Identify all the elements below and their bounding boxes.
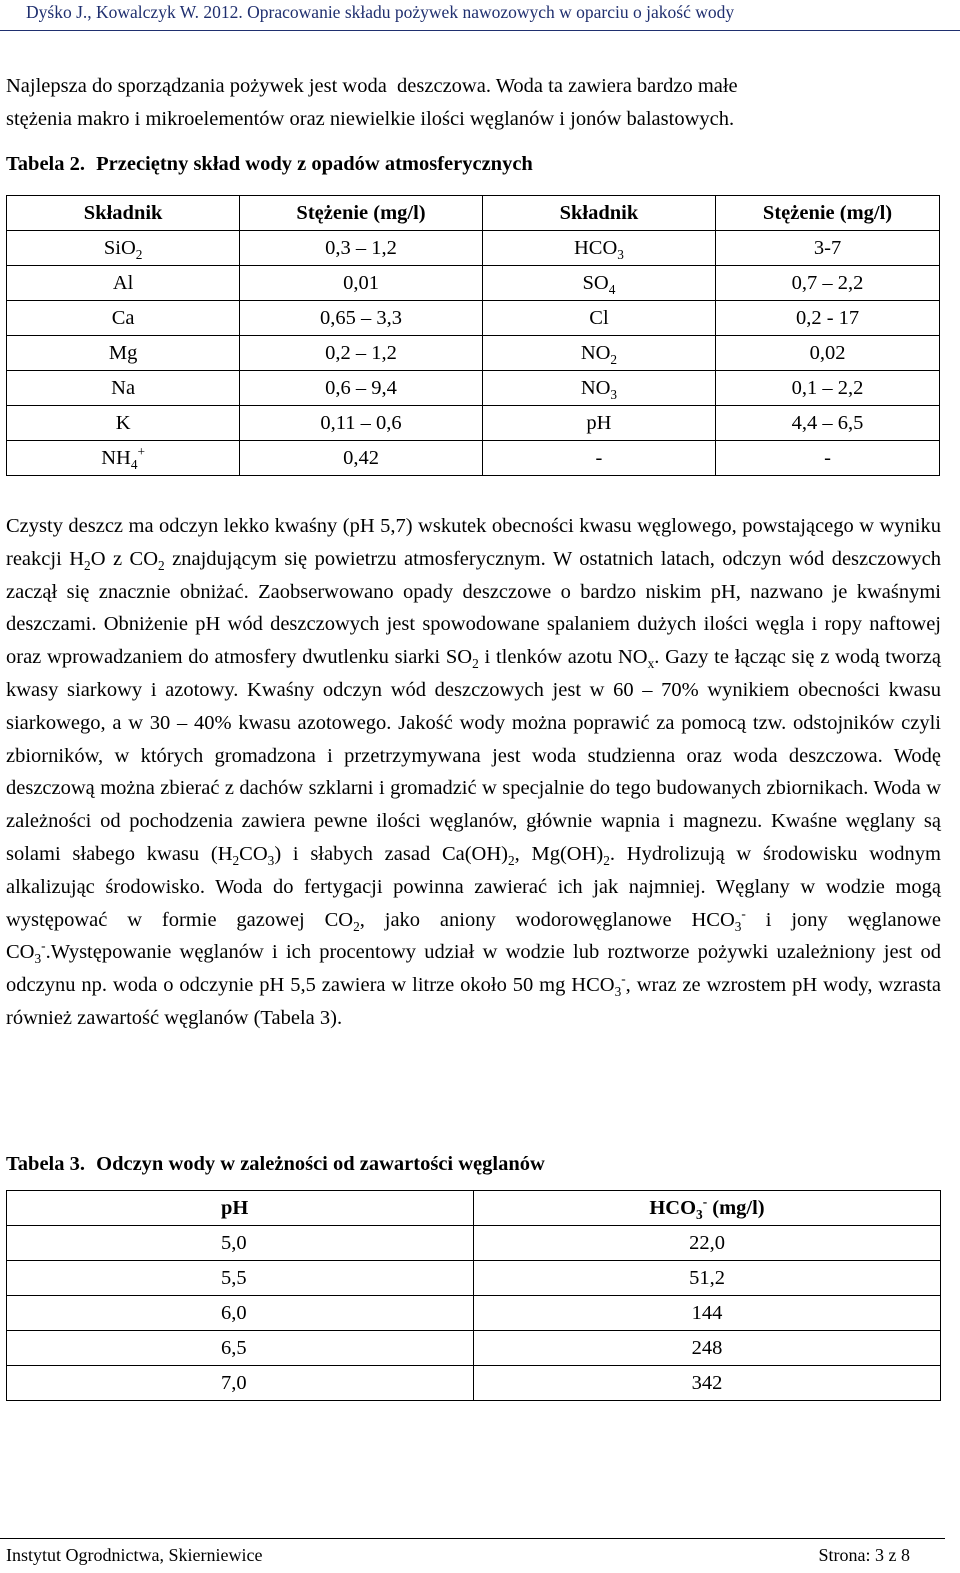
table-cell — [482, 336, 715, 371]
table-cell-ph: 5,0 — [7, 1226, 474, 1261]
subscript: 4 — [130, 456, 138, 472]
body-text-3: znajdującym się powietrzu atmosferycznym. W ostatnich latach, odczyn wód deszczowych zaczął się znacznie obniżać. Zaobserwowano opady deszczowe o bardzo niskim pH, nazwano je kwaśnymi deszczami. Obniżenie pH wód deszczowych jest spowodowane spalaniem dużych ilości węgla i ropy naftowej oraz wprowadzaniem do atmosfery dwutlenku siarki SO — [6, 547, 941, 669]
table-cell-hco3: 342 — [474, 1366, 941, 1401]
table-cell — [240, 266, 483, 301]
table2-header-cell: Stężenie (mg/l) — [716, 196, 940, 231]
table2-header-cell: Składnik — [7, 196, 240, 231]
subscript: 2 — [610, 351, 618, 367]
cell-text: NO — [580, 376, 611, 399]
table-cell — [7, 441, 240, 476]
subscript: 2 — [507, 853, 515, 869]
subscript: 2 — [84, 557, 91, 573]
table-cell-hco3: 144 — [474, 1296, 941, 1331]
cell-text: 0,6 – 9,4 — [325, 376, 397, 399]
cell-text: 0,7 – 2,2 — [791, 271, 864, 294]
body-text-9: . Hydrolizują w środowisku wodnym alkalizując środowisko. Woda do fertygacji powinna zawierać ich jak najmniej. Węglany w wodzie mogą występować w formie gazowej CO — [6, 842, 941, 931]
table-cell-hco3: 22,0 — [474, 1226, 941, 1261]
table3-caption — [6, 1150, 545, 1178]
table-cell — [482, 231, 715, 266]
body-text-12: .Występowanie węglanów i ich procentowy udział w wodzie lub roztworze pożywki uzależniony jest od odczynu np. woda o odczynie pH 5,5 zawiera w litrze około 50 mg HCO — [6, 941, 941, 997]
table3-label: Tabela 3. — [6, 1153, 85, 1175]
table-cell — [240, 231, 483, 266]
cell-text: 0,2 - 17 — [795, 306, 860, 329]
running-header — [0, 0, 960, 26]
table-cell — [482, 406, 715, 441]
cell-text: HCO — [573, 236, 618, 259]
cell-text: Na — [111, 376, 136, 399]
table-cell — [716, 441, 940, 476]
cell-text: 0,2 – 1,2 — [325, 341, 397, 364]
table-row — [7, 301, 940, 336]
table-row — [7, 336, 940, 371]
footer-institution: Instytut Ogrodnictwa, Skierniewice — [6, 1545, 263, 1565]
body-text-11: i jony węglanowe CO — [6, 908, 941, 964]
table-cell — [716, 371, 940, 406]
table3-title: Odczyn wody w zależności od zawartości węglanów — [96, 1153, 545, 1175]
table-cell — [7, 301, 240, 336]
table-cell — [482, 301, 715, 336]
table3-header-hco3-text: HCO — [649, 1196, 697, 1219]
cell-text: Ca — [111, 306, 135, 329]
table-row — [7, 266, 940, 301]
intro-line-2: stężenia makro i mikroelementów oraz niewielkie ilości węglanów i jonów balastowych. — [6, 108, 735, 130]
table-cell — [716, 301, 940, 336]
table-cell-ph: 7,0 — [7, 1366, 474, 1401]
table3-header-ph-text: pH — [221, 1196, 249, 1219]
table-cell — [240, 336, 483, 371]
table-cell — [482, 371, 715, 406]
table-row — [7, 231, 940, 266]
cell-text: - — [824, 446, 831, 469]
running-title: Dyśko J., Kowalczyk W. 2012. Opracowanie składu pożywek nawozowych w oparciu o jakość wody — [26, 2, 735, 22]
subscript: 3 — [614, 984, 622, 1000]
table-row — [7, 1226, 941, 1261]
body-text-1: Czysty deszcz ma odczyn lekko kwaśny (pH 5,7) wskutek obecności kwasu węglowego, powstającego w wyniku reakcji H — [6, 515, 941, 570]
superscript: - — [41, 938, 46, 954]
table-cell — [240, 301, 483, 336]
table-row — [7, 1296, 941, 1331]
superscript: - — [741, 905, 746, 921]
cell-text: 0,65 – 3,3 — [320, 306, 403, 329]
subscript: 3 — [267, 853, 275, 869]
table2-header-cell: Składnik — [482, 196, 715, 231]
subscript: 3 — [610, 386, 618, 402]
subscript: 3 — [734, 918, 742, 934]
table-cell — [716, 231, 940, 266]
cell-text: Cl — [589, 306, 609, 329]
cell-text: SO — [582, 271, 609, 294]
subscript: 3 — [34, 951, 42, 967]
subscript: 4 — [608, 281, 616, 297]
footer-divider — [0, 1538, 945, 1539]
cell-text: SiO — [103, 236, 136, 259]
body-text-5: . Gazy te łącząc się z wodą tworzą kwasy siarkowy i azotowy. Kwaśny odczyn wód deszczowych jest w 60 – 70% wynikiem obecności kwasu siarkowego, a w 30 – 40% kwasu azotowego. Jakość wody można poprawić za pomocą tzw. odstojników czyli zbiorników, w których gromadzona i przetrzymywana jest woda studzienna oraz woda deszczowa. Wodę deszczową można zbierać z dachów szklarni i gromadzić w specjalnie do tego budowanych zbiornikach. Woda w zależności od pochodzenia zawiera pewne ilości węglanów, głównie wapnia i magnezu. Kwaśne węglany są solami słabego kwasu (H — [6, 646, 941, 865]
table2-caption — [6, 150, 533, 178]
table-cell-hco3: 248 — [474, 1331, 941, 1366]
table-cell — [716, 406, 940, 441]
body-text-7: ) i słabych zasad Ca(OH) — [274, 842, 508, 865]
cell-text: 4,4 – 6,5 — [791, 411, 864, 434]
table-cell-hco3: 51,2 — [474, 1261, 941, 1296]
table-cell-ph: 6,0 — [7, 1296, 474, 1331]
table3-header-row — [7, 1191, 941, 1226]
body-text-8: , Mg(OH) — [514, 842, 604, 865]
table2-header-row — [7, 196, 940, 231]
table-cell — [716, 336, 940, 371]
table-row — [7, 406, 940, 441]
table3-header-ph — [7, 1191, 474, 1226]
subscript: 2 — [232, 853, 240, 869]
superscript: - — [702, 1193, 708, 1209]
cell-text: 0,3 – 1,2 — [325, 236, 397, 259]
table2-label: Tabela 2. — [6, 153, 85, 175]
subscript: 2 — [353, 918, 360, 934]
subscript: 2 — [603, 853, 610, 869]
table3 — [6, 1190, 941, 1401]
cell-text: Al — [112, 271, 134, 294]
footer-page-number: Strona: 3 z 8 — [818, 1545, 910, 1565]
table-row — [7, 371, 940, 406]
cell-text: 0,11 – 0,6 — [320, 411, 402, 434]
subscript: 3 — [617, 246, 624, 262]
table-cell — [240, 441, 483, 476]
table-cell — [7, 266, 240, 301]
body-text-6: CO — [239, 842, 268, 865]
cell-text: 0,02 — [809, 341, 846, 364]
cell-text: 0,01 — [343, 271, 379, 294]
table-cell — [240, 406, 483, 441]
cell-text: - — [595, 446, 603, 469]
body-paragraph — [6, 510, 941, 1035]
cell-text: K — [115, 411, 131, 434]
table-cell-ph: 6,5 — [7, 1331, 474, 1366]
table-row — [7, 1331, 941, 1366]
header-divider — [0, 30, 960, 31]
subscript: 3 — [696, 1206, 703, 1222]
cell-text: NO — [580, 341, 611, 364]
subscript: 2 — [135, 246, 143, 262]
body-text-13: , wraz ze wzrostem pH wody, wzrasta również zawartość węglanów (Tabela 3). — [6, 974, 941, 1029]
table3-header-unit: (mg/l) — [707, 1196, 765, 1219]
table-row — [7, 1366, 941, 1401]
cell-text: 3-7 — [813, 236, 842, 259]
intro-line-1: Najlepsza do sporządzania pożywek jest woda deszczowa. Woda ta zawiera bardzo małe — [6, 75, 738, 97]
cell-text: NH — [101, 446, 131, 469]
table-cell — [716, 266, 940, 301]
table2-title: Przeciętny skład wody z opadów atmosferycznych — [96, 153, 533, 175]
intro-paragraph — [6, 70, 936, 136]
body-text-2: O z CO — [90, 547, 159, 570]
body-text-10: , jako aniony wodorowęglanowe HCO — [359, 908, 735, 931]
table-cell — [7, 406, 240, 441]
cell-text: Mg — [108, 341, 138, 364]
table-cell — [482, 441, 715, 476]
table-cell — [7, 231, 240, 266]
superscript: + — [137, 443, 146, 459]
table-cell — [7, 371, 240, 406]
body-text-4: i tlenków azotu NO — [478, 646, 648, 669]
subscript: 2 — [158, 557, 165, 573]
cell-text: pH — [586, 411, 612, 434]
superscript: - — [621, 971, 626, 987]
table3-header-hco3 — [474, 1191, 941, 1226]
cell-text: 0,42 — [343, 446, 379, 469]
table-row — [7, 1261, 941, 1296]
table-row — [7, 441, 940, 476]
cell-text: 0,1 – 2,2 — [791, 376, 864, 399]
subscript: 2 — [472, 656, 479, 672]
table-cell — [240, 371, 483, 406]
table-cell-ph: 5,5 — [7, 1261, 474, 1296]
table-cell — [7, 336, 240, 371]
subscript: x — [647, 656, 655, 672]
table2 — [6, 195, 940, 476]
table-cell — [482, 266, 715, 301]
table2-header-cell: Stężenie (mg/l) — [240, 196, 483, 231]
